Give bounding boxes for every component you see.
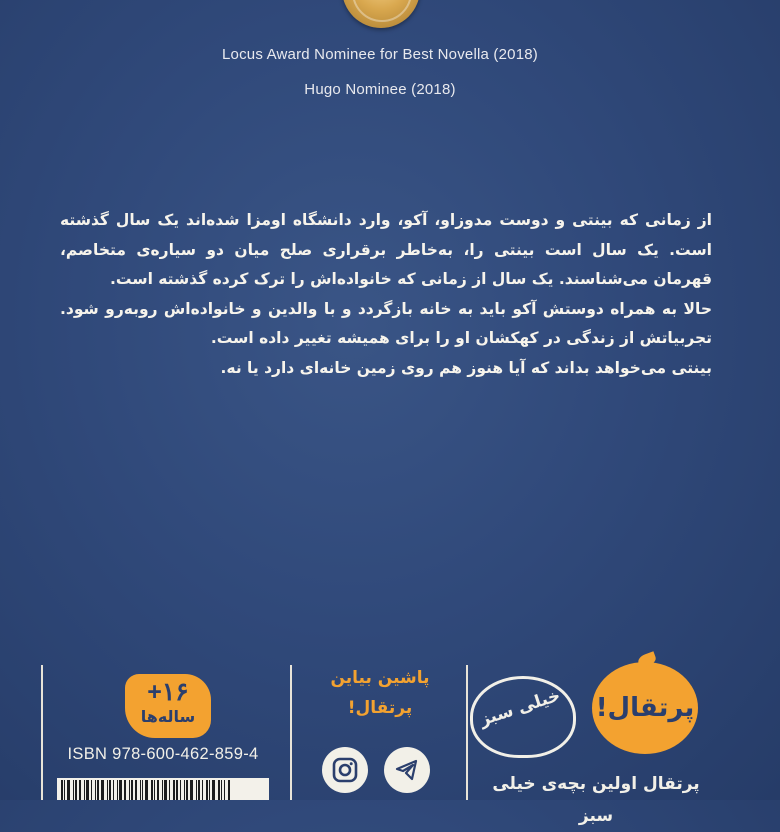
- barcode-stripe: [212, 780, 215, 800]
- barcode-stripe: [101, 780, 104, 800]
- barcode-stripe: [228, 780, 230, 800]
- barcode-stripe: [224, 780, 225, 800]
- instagram-icon[interactable]: [322, 747, 368, 793]
- panel-divider: [41, 665, 43, 800]
- barcode-stripe: [142, 780, 143, 800]
- barcode-stripe: [64, 780, 65, 800]
- barcode-stripe: [176, 780, 178, 800]
- barcode-stripe: [75, 780, 77, 800]
- barcode-stripe: [129, 780, 130, 800]
- award-medal-icon: [342, 0, 420, 28]
- barcode-stripe: [79, 780, 81, 800]
- barcode-stripe: [186, 780, 188, 800]
- sub-logo-text: خیلی سبز: [477, 685, 563, 731]
- barcode-stripe: [67, 780, 70, 800]
- slogan-line-1: پاشین بیاین: [330, 668, 430, 688]
- publisher-logo-text: پرتقال!: [595, 693, 695, 723]
- barcode-stripe: [164, 780, 167, 800]
- barcode-stripe: [209, 780, 210, 800]
- barcode-stripe: [184, 780, 185, 800]
- book-synopsis: [60, 206, 712, 383]
- barcode-stripe: [61, 780, 63, 800]
- age-rating-badge: [125, 674, 211, 738]
- barcode-stripe: [117, 780, 118, 800]
- barcode-stripe: [154, 780, 155, 800]
- barcode-stripe: [91, 780, 92, 800]
- barcode-stripe: [190, 780, 193, 800]
- synopsis-paragraph-2: حالا به همراه دوستش آکو باید به خانه بازگردد و با والدین و خانواده‌اش روبه‌رو شود. تجربیاتش از زندگی در کهکشان او را برای همیشه تغییر داده است.: [60, 299, 712, 347]
- barcode-stripe: [97, 780, 99, 800]
- barcode-stripe: [86, 780, 89, 800]
- award-locus: Locus Award Nominee for Best Novella (2018): [222, 46, 538, 63]
- barcode-stripe: [218, 780, 220, 800]
- barcode-stripe: [180, 780, 181, 800]
- barcode-stripe: [173, 780, 175, 800]
- barcode-stripe: [107, 780, 108, 800]
- barcode-stripe: [109, 780, 111, 800]
- publisher-slogan: [305, 663, 455, 723]
- barcode-stripe: [206, 780, 208, 800]
- barcode-stripe: [162, 780, 163, 800]
- synopsis-paragraph-1: از زمانی که بینتی و دوست مدوزاو، آکو، وارد دانشگاه اومزا شده‌اند یک سال گذشته است. یک سال است بینتی را، به‌خاطر برقراری صلح میان دو سیاره‌ی متخاصم، قهرمان می‌شناسند. یک سال از زمانی که خانواده‌اش را ترک کرده گذشته است.: [60, 211, 712, 288]
- barcode-stripe: [169, 780, 170, 800]
- barcode-stripe: [202, 780, 203, 800]
- barcode-stripe: [119, 780, 122, 800]
- barcode-stripe: [84, 780, 85, 800]
- synopsis-paragraph-3: بینتی می‌خواهد بداند که آیا هنوز هم روی زمین خانه‌ای دارد یا نه.: [220, 358, 712, 377]
- barcode-stripe: [95, 780, 96, 800]
- barcode-stripe: [73, 780, 74, 800]
- panel-divider: [466, 665, 468, 800]
- panel-divider: [290, 665, 292, 800]
- publisher-tagline: پرتقال اولین بچه‌ی خیلی سبز: [492, 774, 700, 826]
- barcode-stripe: [221, 780, 222, 800]
- barcode-stripe: [198, 780, 200, 800]
- slogan-line-2: پرتقال!: [347, 698, 413, 718]
- age-rating-unit: ساله‌ها: [140, 707, 196, 726]
- barcode-stripe: [196, 780, 197, 800]
- barcode-stripe: [113, 780, 114, 800]
- age-rating-number: +۱۶: [147, 678, 189, 706]
- award-hugo: Hugo Nominee (2018): [304, 81, 456, 98]
- barcode-stripe: [145, 780, 148, 800]
- isbn-number: ISBN 978-600-462-859-4: [67, 745, 259, 763]
- barcode-stripe: [140, 780, 141, 800]
- barcode-stripe: [157, 780, 159, 800]
- barcode-stripe: [151, 780, 153, 800]
- orange-logo-icon: [592, 662, 698, 754]
- barcode-stripe: [131, 780, 133, 800]
- barcode: [57, 778, 269, 800]
- telegram-icon[interactable]: [384, 747, 430, 793]
- barcode-stripe: [135, 780, 137, 800]
- heart-logo-icon: [470, 670, 574, 754]
- barcode-stripe: [124, 780, 126, 800]
